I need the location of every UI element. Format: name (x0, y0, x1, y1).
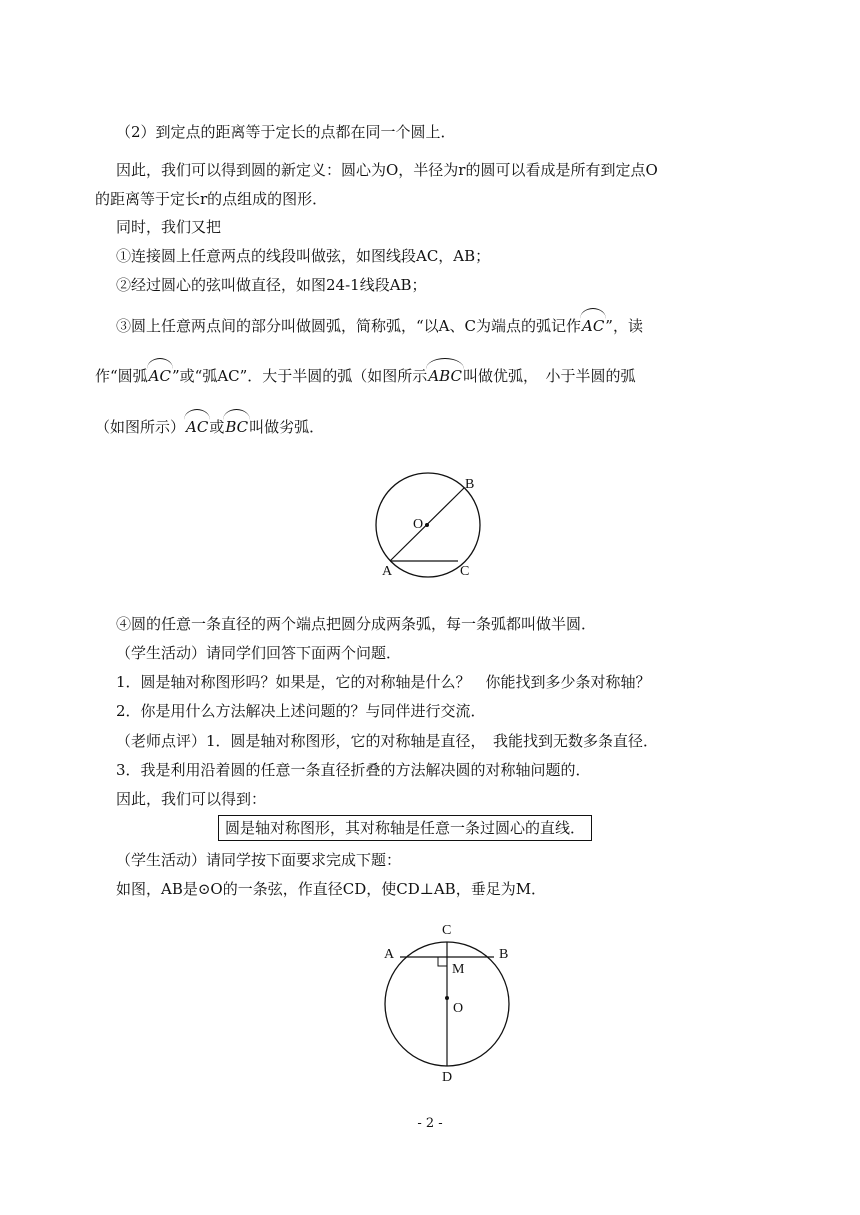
para-diameter: ②经过圆心的弦叫做直径，如图24-1线段AB； (116, 276, 427, 294)
para-student-activity-2: （学生活动）请同学按下面要求完成下题： (116, 851, 402, 869)
label-o: O (413, 517, 424, 532)
para-meanwhile: 同时，我们又把 (116, 218, 222, 236)
para-chord: ①连接圆上任意两点的线段叫做弦，如图线段AC，AB； (116, 247, 491, 265)
question-2: 2．你是用什么方法解决上述问题的？与同伴进行交流． (116, 702, 486, 720)
figure-perpendicular-diameter (372, 916, 522, 1086)
para-arc-cont (95, 366, 635, 386)
para-student-activity-1: （学生活动）请同学们回答下面两个问题． (116, 644, 402, 662)
label-c: C (442, 923, 452, 938)
arc-ac-notation: AC (186, 418, 209, 436)
text-segment: 作“圆弧 (95, 367, 148, 385)
arc-ac-notation: AC (148, 367, 171, 385)
label-m: M (452, 962, 465, 977)
teacher-comment: （老师点评）1．圆是轴对称图形，它的对称轴是直径， 我能找到无数多条直径． (116, 732, 659, 750)
text-segment: 叫做劣弧． (249, 418, 325, 436)
para-problem: 如图，AB是⊙O的一条弦，作直径CD，使CD⊥AB，垂足为M． (116, 880, 547, 898)
label-o: O (453, 1001, 464, 1016)
label-d: D (442, 1070, 453, 1085)
label-c: C (460, 564, 470, 579)
center-point (425, 523, 429, 527)
label-a: A (384, 947, 395, 962)
para-new-definition: 因此，我们可以得到圆的新定义：圆心为O，半径为r的圆可以看成是所有到定点O (116, 161, 658, 179)
para-new-definition-cont: 的距离等于定长r的点组成的图形． (95, 190, 328, 208)
label-b: B (499, 947, 509, 962)
arc-ac-notation: AC (581, 317, 605, 335)
text-segment: 叫做优弧， 小于半圆的弧 (462, 367, 636, 385)
label-a: A (382, 564, 393, 579)
para-semicircle: ④圆的任意一条直径的两个端点把圆分成两条弧，每一条弧都叫做半圆． (116, 615, 597, 633)
figure-circle-chords (370, 468, 510, 598)
text-segment: （如图所示） (95, 418, 186, 436)
text-segment: ③圆上任意两点间的部分叫做圆弧，简称弧，“以A、C为端点的弧记作 (116, 317, 581, 335)
boxed-conclusion: 圆是轴对称图形，其对称轴是任意一条过圆心的直线． (218, 815, 592, 841)
para-arc (116, 316, 643, 336)
text-segment: 或 (209, 418, 225, 436)
question-1: 1．圆是轴对称图形吗？如果是，它的对称轴是什么？ 你能找到多少条对称轴？ (116, 673, 651, 691)
answer-3: 3．我是利用沿着圆的任意一条直径折叠的方法解决圆的对称轴问题的． (116, 761, 591, 779)
label-b: B (465, 477, 475, 492)
text-segment: ”，读 (605, 317, 643, 335)
arc-bc-notation: BC (225, 418, 249, 436)
para-therefore: 因此，我们可以得到： (116, 790, 267, 808)
para-minor-arc (95, 417, 324, 437)
para-definition-2: （2）到定点的距离等于定长的点都在同一个圆上． (116, 123, 456, 141)
arc-abc-notation: ABC (428, 367, 462, 385)
text-segment: ”或“弧AC”．大于半圆的弧（如图所示 (171, 367, 428, 385)
right-angle-mark (438, 957, 447, 966)
center-point (445, 996, 449, 1000)
page-number: - 2 - (417, 1116, 443, 1131)
